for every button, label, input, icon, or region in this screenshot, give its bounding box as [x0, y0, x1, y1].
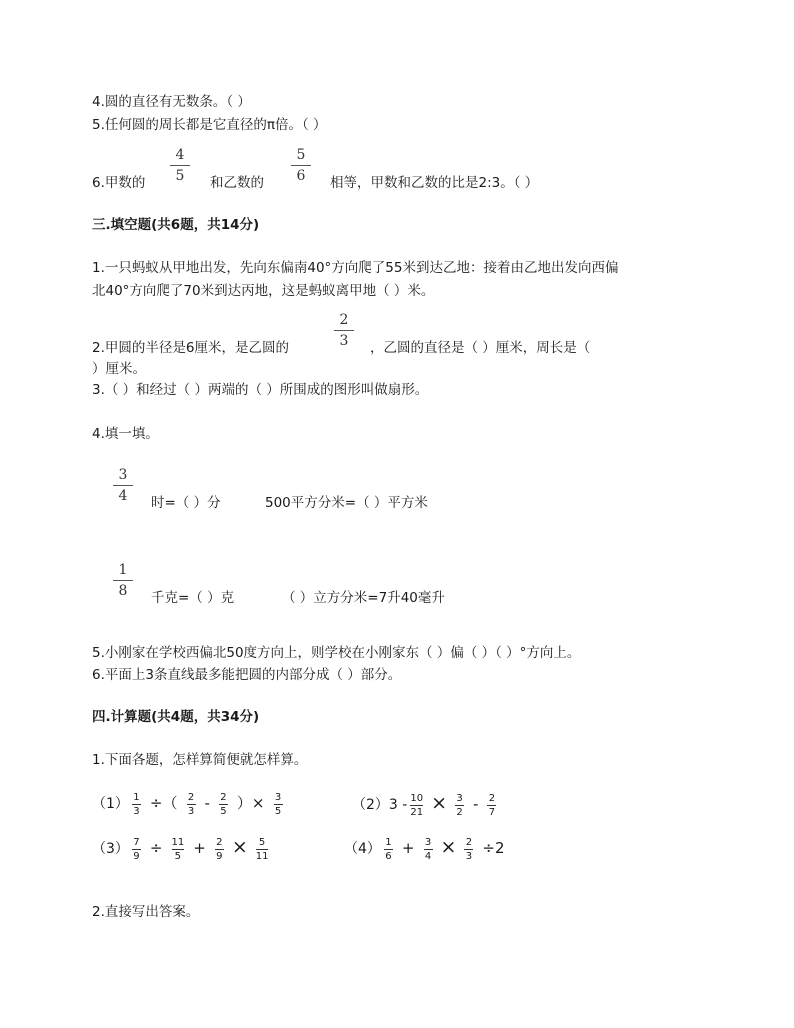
calc-e4-label: （4） — [344, 841, 381, 857]
calc-q2-title: 2.直接写出答案。 — [92, 904, 200, 920]
calc-e3-frac-1: $\frac{7}{9}$ — [133, 836, 140, 862]
calc-expression-3 — [92, 831, 271, 865]
calc-e4-op-2: × — [440, 836, 457, 858]
fill-q2-prefix: 2.甲圆的半径是6厘米，是乙圆的 — [92, 340, 289, 356]
calc-e3-op-1: ÷ — [149, 839, 163, 857]
fill-q6: 6.平面上3条直线最多能把圆的内部分成（ ）部分。 — [92, 667, 402, 683]
fill-q4-row1-fraction: 3 4 — [111, 466, 135, 505]
fill-q2-fraction: 2 3 — [332, 311, 356, 350]
calc-e1-op-1: ÷（ — [149, 794, 178, 812]
calc-e4-op-1: + — [401, 839, 415, 857]
calc-e2-op-2: - — [473, 795, 479, 813]
fill-q4-row2-text: 千克=（ ）克 — [151, 590, 235, 606]
calc-e1-frac-2: $\frac{2}{3}$ — [187, 791, 195, 817]
calc-e3-label: （3） — [92, 841, 129, 857]
calc-e1-frac-4: $\frac{3}{5}$ — [274, 791, 282, 817]
calc-e2-frac-3: $\frac{2}{7}$ — [488, 792, 496, 818]
fill-q4-row2-text2: （ ）立方分米=7升40毫升 — [282, 590, 445, 606]
fill-q1-line2: 北40°方向爬了70米到达丙地，这是蚂蚁离甲地（ ）米。 — [92, 283, 435, 299]
judge-q6-suffix: 相等，甲数和乙数的比是2:3。（ ） — [330, 175, 539, 191]
calc-e1-frac-1: $\frac{1}{3}$ — [133, 791, 140, 817]
fill-q4-row1-text: 时=（ ）分 — [151, 495, 221, 511]
calc-expression-4 — [344, 831, 511, 865]
calc-e2-lead: 3 - — [388, 797, 408, 813]
calc-e3-frac-2: $\frac{11}{5}$ — [171, 836, 185, 862]
judge-q6-mid: 和乙数的 — [210, 175, 264, 191]
fill-q2-line2: ）厘米。 — [92, 361, 146, 377]
section3-title: 三.填空题(共6题，共14分) — [92, 217, 260, 233]
calc-e3-op-3: × — [231, 836, 248, 858]
calc-expression-1 — [92, 787, 286, 820]
calc-e1-frac-3: $\frac{2}{5}$ — [220, 791, 227, 817]
section4-title: 四.计算题(共4题，共34分) — [92, 709, 260, 725]
calc-e4-frac-3: $\frac{2}{3}$ — [465, 836, 473, 862]
calc-e2-frac-2: $\frac{3}{2}$ — [456, 792, 463, 818]
fill-q1-line1: 1.一只蚂蚁从甲地出发，先向东偏南40°方向爬了55米到达乙地：接着由乙地出发向西偏 — [92, 260, 619, 276]
judge-q6-fraction-2: 5 6 — [289, 146, 313, 185]
calc-q1-title: 1.下面各题，怎样算简便就怎样算。 — [92, 752, 308, 768]
calc-e4-op-3: ÷2 — [482, 839, 505, 857]
calc-e1-label: （1） — [92, 796, 129, 812]
calc-e4-frac-2: $\frac{3}{4}$ — [424, 836, 432, 862]
judge-q5: 5.任何圆的周长都是它直径的π倍。（ ） — [92, 117, 327, 133]
calc-e2-frac-1: $\frac{10}{21}$ — [410, 792, 424, 818]
calc-e2-op-1: × — [431, 792, 447, 814]
calc-e4-frac-1: $\frac{1}{6}$ — [385, 836, 392, 862]
fill-q4-row1-text2: 500平方分米=（ ）平方米 — [265, 495, 428, 511]
calc-e1-op-2: - — [204, 794, 210, 812]
calc-e3-frac-4: $\frac{5}{11}$ — [255, 836, 269, 862]
fill-q2-suffix: ，乙圆的直径是（ ）厘米，周长是（ — [370, 340, 591, 356]
fill-q3: 3.（ ）和经过（ ）两端的（ ）所围成的图形叫做扇形。 — [92, 382, 429, 398]
judge-q6-fraction-1: 4 5 — [168, 146, 192, 185]
calc-e1-op-3: ）× — [236, 794, 265, 812]
fill-q4-row2-fraction: 1 8 — [111, 561, 135, 600]
calc-e3-frac-3: $\frac{2}{9}$ — [216, 836, 223, 862]
calc-e3-op-2: + — [193, 839, 206, 857]
judge-q4: 4.圆的直径有无数条。（ ） — [92, 94, 251, 110]
calc-expression-2 — [352, 787, 499, 821]
calc-e2-label: （2） — [352, 797, 389, 813]
fill-q5: 5.小刚家在学校西偏北50度方向上，则学校在小刚家东（ ）偏（ ）（ ）°方向上。 — [92, 645, 581, 661]
fill-q4-title: 4.填一填。 — [92, 426, 159, 442]
judge-q6-prefix: 6.甲数的 — [92, 175, 146, 191]
